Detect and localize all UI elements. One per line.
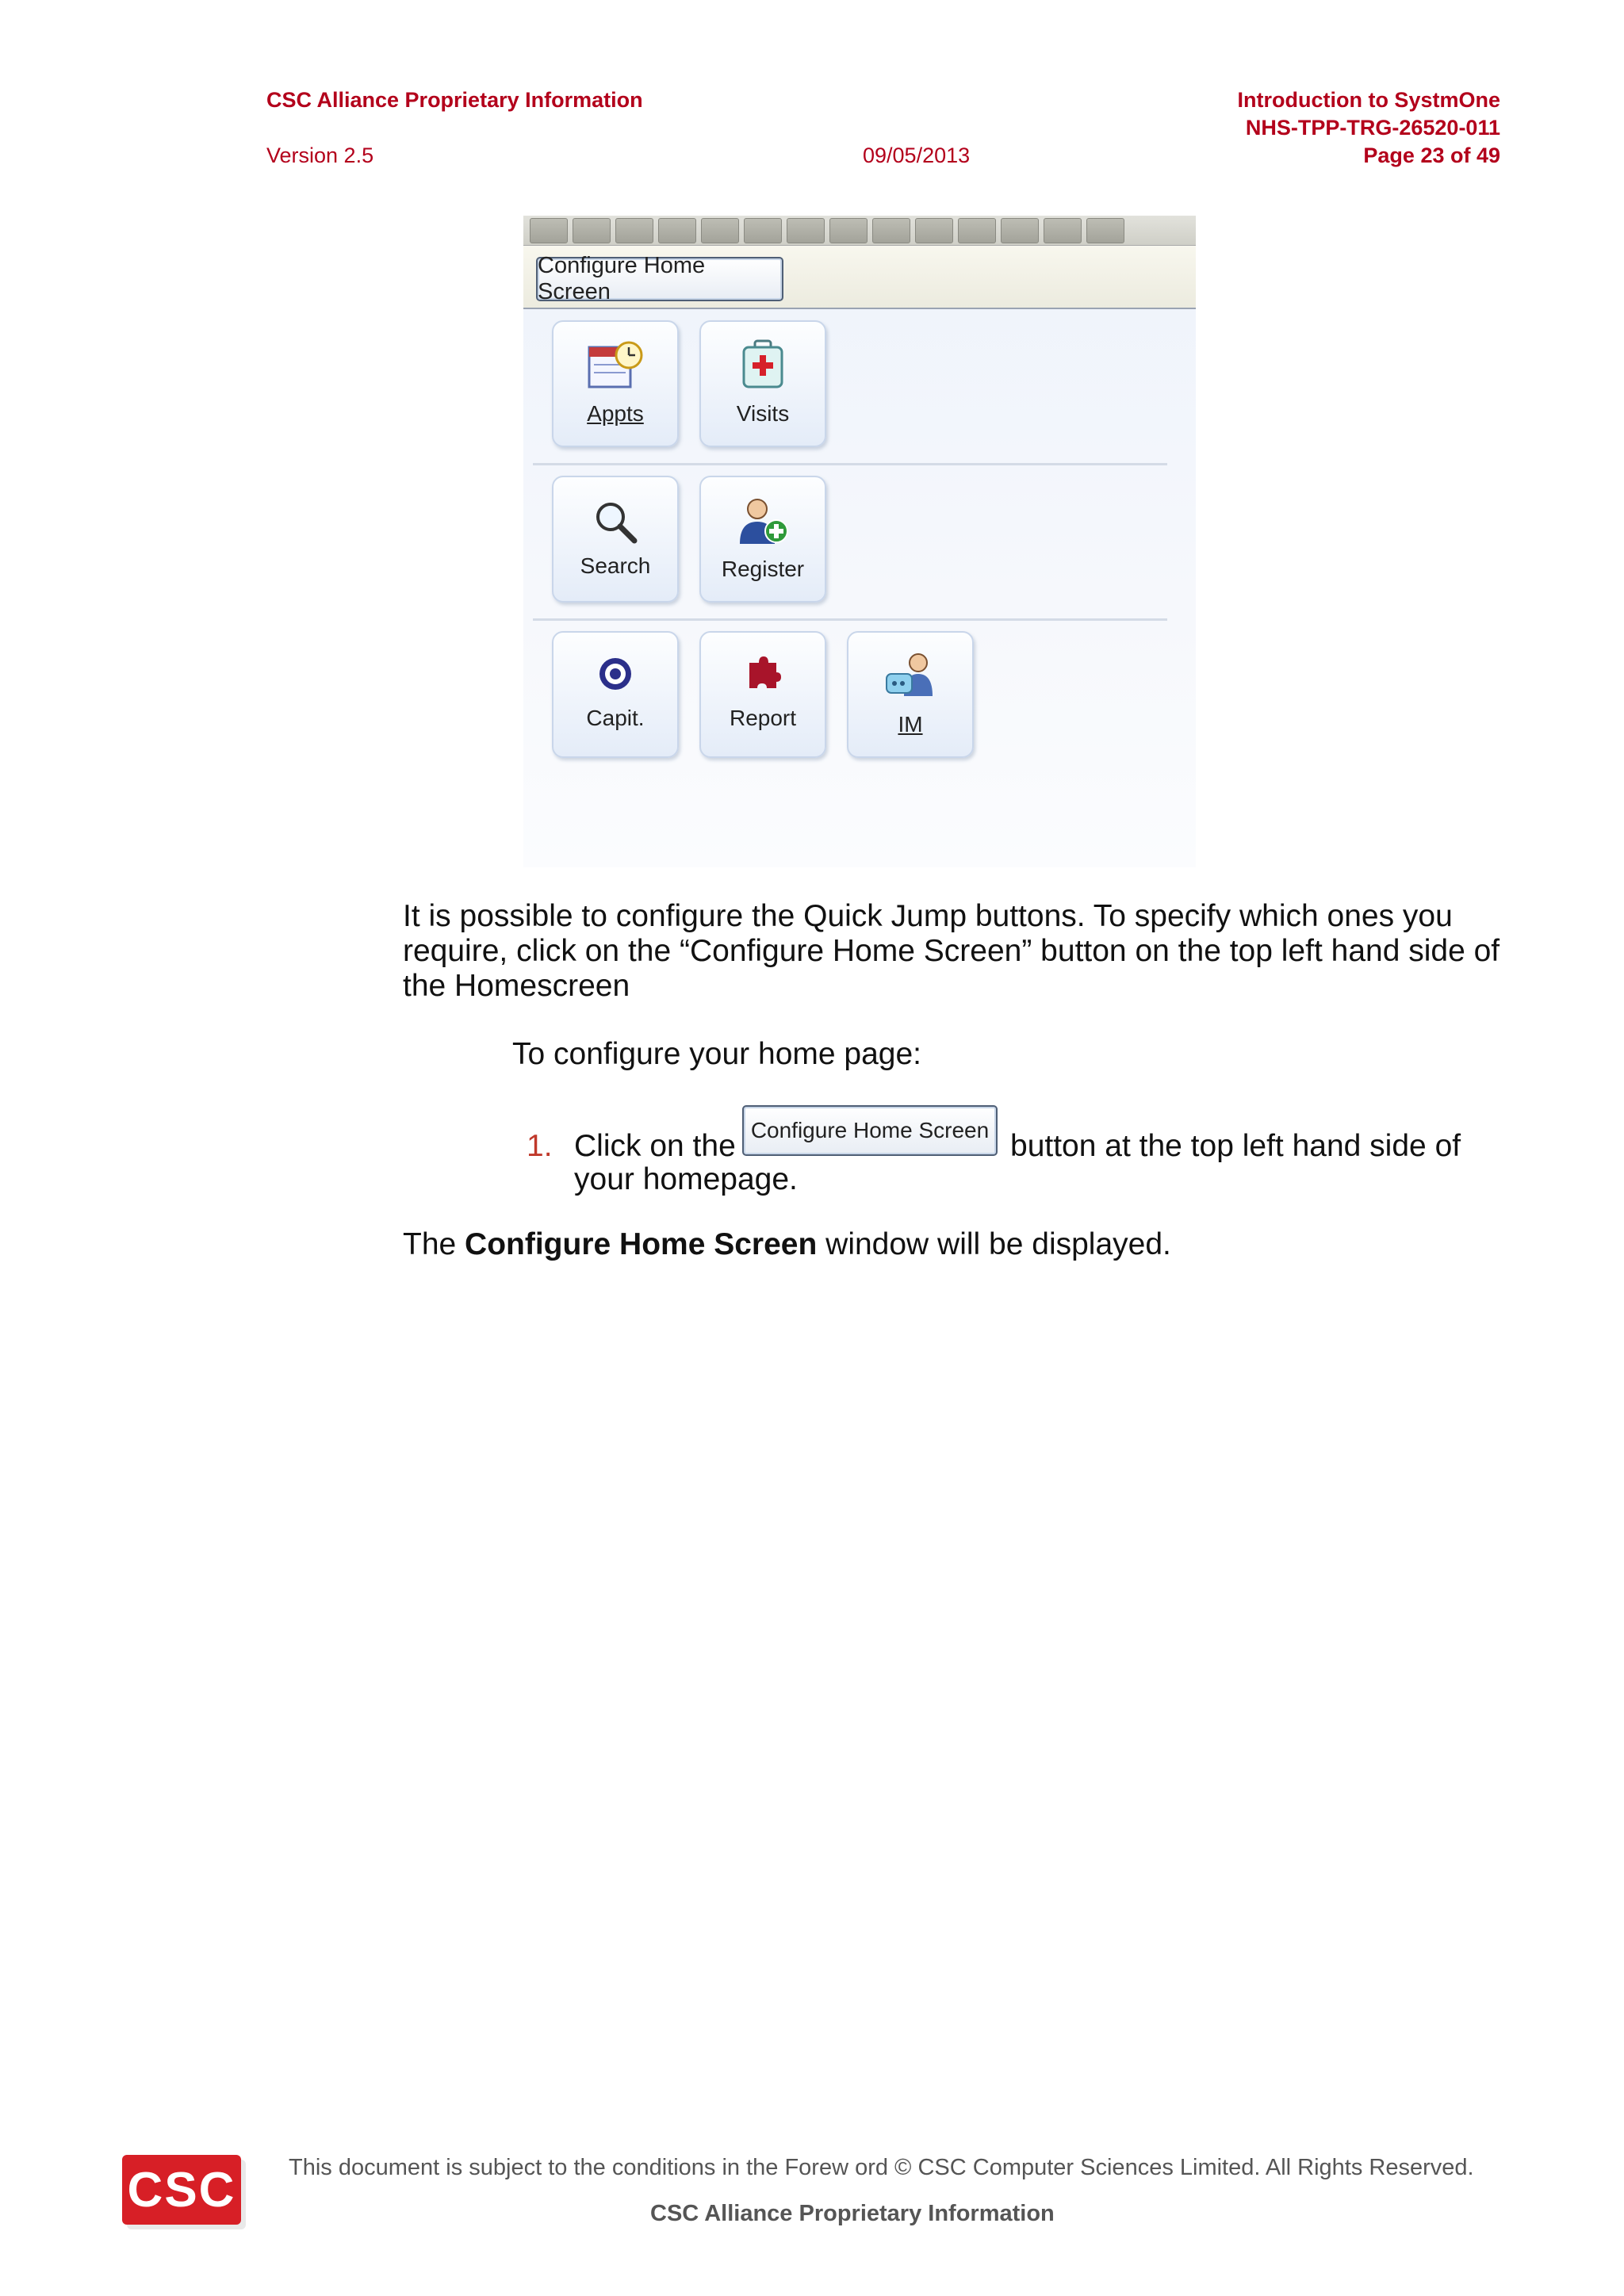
header-page-number: Page 23 of 49 (1363, 144, 1500, 167)
configure-intro: To configure your home page: (512, 1037, 921, 1071)
quick-jump-capit-button[interactable] (552, 631, 679, 758)
toolbar-icon[interactable] (915, 218, 953, 243)
report-puzzle-icon (745, 655, 781, 691)
header-date: 09/05/2013 (863, 144, 971, 167)
toolbar-icon[interactable] (1044, 218, 1082, 243)
tile-label: Appts (587, 401, 644, 426)
toolbar-strip (523, 216, 1196, 246)
header-doc-id: NHS-TPP-TRG-26520-011 (1245, 116, 1500, 140)
quick-jump-im-button[interactable] (847, 631, 974, 758)
result-sentence (403, 1227, 1171, 1262)
toolbar-icon[interactable] (958, 218, 996, 243)
appointments-calendar-icon (586, 339, 645, 392)
home-screen-screenshot (523, 216, 1196, 867)
tile-label: Report (729, 706, 797, 730)
toolbar-icon[interactable] (530, 218, 568, 243)
result-pre: The (403, 1227, 457, 1261)
header-version: Version 2.5 (266, 144, 374, 167)
step-text-line2: your homepage. (574, 1162, 798, 1196)
configure-bar (523, 246, 1196, 309)
tile-label: Capit. (586, 706, 645, 730)
toolbar-icon[interactable] (1001, 218, 1039, 243)
toolbar-icon[interactable] (615, 218, 653, 243)
inline-configure-home-screen-button[interactable]: Configure Home Screen (742, 1105, 998, 1156)
register-person-plus-icon (735, 495, 791, 549)
result-window-name: Configure Home Screen (465, 1227, 818, 1261)
step-number: 1. (527, 1129, 553, 1163)
toolbar-icon[interactable] (573, 218, 611, 243)
toolbar-icon[interactable] (658, 218, 696, 243)
toolbar-icon[interactable] (701, 218, 739, 243)
tile-label: Search (580, 553, 651, 578)
step-text-pre: Click on the (574, 1129, 736, 1163)
footer-proprietary: CSC Alliance Proprietary Information (650, 2201, 1055, 2226)
quick-jump-appts-button[interactable] (552, 320, 679, 447)
toolbar-icon[interactable] (787, 218, 825, 243)
quick-jump-register-button[interactable] (699, 476, 826, 603)
quick-jump-search-button[interactable] (552, 476, 679, 603)
paragraph-line: the Homescreen (403, 969, 630, 1003)
tile-label: IM (898, 712, 923, 737)
toolbar-icon[interactable] (829, 218, 868, 243)
toolbar-icon[interactable] (744, 218, 782, 243)
instant-message-users-icon (882, 650, 939, 706)
capitation-target-icon (596, 655, 634, 693)
footer-notice: This document is subject to the conditions in the Forew ord © CSC Computer Sciences Limited. All Rights Reserved. (289, 2155, 1474, 2180)
quick-jump-report-button[interactable] (699, 631, 826, 758)
toolbar-icon[interactable] (1086, 218, 1124, 243)
intro-paragraph (403, 899, 1500, 1004)
toolbar-icon[interactable] (872, 218, 910, 243)
tile-label: Visits (736, 401, 790, 426)
csc-logo: CSC (122, 2155, 241, 2225)
visits-medical-case-icon (739, 339, 787, 390)
result-post: window will be displayed. (825, 1227, 1171, 1261)
header-left-title: CSC Alliance Proprietary Information (266, 88, 643, 112)
tile-label: Register (721, 557, 805, 581)
row-divider (533, 618, 1167, 621)
configure-home-screen-button[interactable]: Configure Home Screen (536, 257, 783, 301)
row-divider (533, 463, 1167, 465)
step-text-post: button at the top left hand side of (1010, 1129, 1461, 1163)
header-right-title: Introduction to SystmOne (1237, 88, 1500, 112)
paragraph-line: It is possible to configure the Quick Jump buttons. To specify which ones you (403, 899, 1453, 933)
magnifier-icon (592, 498, 639, 545)
paragraph-line: require, click on the “Configure Home Screen” button on the top left hand side of (403, 934, 1500, 968)
quick-jump-visits-button[interactable] (699, 320, 826, 447)
